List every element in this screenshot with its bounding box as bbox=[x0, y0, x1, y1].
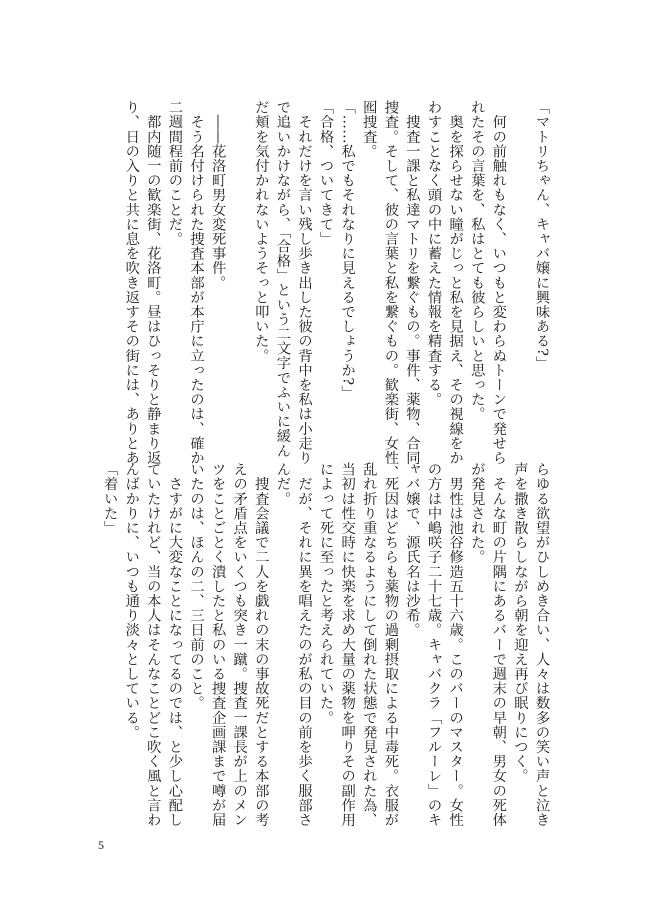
text-line: 「……私でもそれなりに見えるでしょうか?」 bbox=[339, 100, 356, 400]
text-line: の方は中嶋咲子二十七歳。キャバクラ「フルーレ」のキ bbox=[426, 462, 443, 827]
text-line: 乱れ折り重なるようにして倒れた状態で発見された為、 bbox=[361, 462, 378, 827]
text-line: ツをことごとく潰したと私のいる捜査企画課まで噂が届 bbox=[210, 462, 227, 827]
text-line: 二週間程前のことだ。 bbox=[166, 100, 183, 246]
text-line: そんな町の片隅にあるバーで週末の早朝、男女の死体 bbox=[490, 462, 507, 827]
text-line: いたのは、ほんの二、三日前のこと。 bbox=[188, 462, 205, 711]
text-line bbox=[228, 100, 250, 432]
text-line: 男性は池谷修造五十六歳。このバーのマスター。女性 bbox=[447, 462, 464, 827]
text-line: ャバ嬢で、源氏名は沙希。 bbox=[404, 462, 421, 638]
text-line: 「着いた」 bbox=[102, 462, 119, 535]
lower-text-block bbox=[102, 462, 552, 827]
text-line: 何の前触れもなく、いつもと変わらぬトーンで発せら bbox=[490, 100, 507, 465]
text-line: ――花洛町男女変死事件。 bbox=[210, 100, 227, 290]
text-line: らゆる欲望がひしめき合い、人々は数多の笑い声と泣き bbox=[534, 462, 550, 827]
text-line: 死因はどちらも薬物の過剰摂取による中毒死。衣服が bbox=[382, 462, 399, 827]
text-line: そう名付けられた捜査本部が本庁に立ったのは、確か bbox=[188, 100, 205, 465]
text-line: えの矛盾点をいくつも突き一蹴。捜査一課長が上のメン bbox=[231, 462, 248, 827]
text-line: 声を撒き散らしながら朝を迎え再び眠りにつく。 bbox=[512, 462, 529, 784]
text-line: 「合格、ついてきて」 bbox=[318, 100, 335, 246]
text-line: り、日の入りと共に息を吹き返すその街には、ありとあ bbox=[123, 100, 140, 465]
text-line: わすことなく頭の中に蓄えた情報を精査する。 bbox=[426, 100, 443, 407]
text-line: れたその言葉を、私はとても彼らしいと思った。 bbox=[469, 100, 486, 422]
text-line: 囮捜査。 bbox=[361, 100, 378, 159]
text-line: んだ。 bbox=[274, 462, 291, 506]
text-line: 都内随一の歓楽街、花洛町。昼はひっそりと静まり返 bbox=[145, 100, 162, 465]
text-line: によって死に至ったと考えられていた。 bbox=[318, 462, 335, 725]
text-line: だ頬を気付かれないようそっと叩いた。 bbox=[253, 100, 270, 363]
text-line: 奥を探らせない瞳がじっと私を見据え、その視線をか bbox=[447, 100, 464, 465]
page-number: 5 bbox=[98, 838, 104, 852]
text-line: んばかりに、いつも通り淡々としている。 bbox=[123, 462, 140, 740]
text-line: ていたけれど、当の本人はそんなことどこ吹く風と言わ bbox=[145, 462, 162, 827]
text-line: 捜査一課と私達マトリを繋ぐもの。事件、薬物、合同 bbox=[404, 100, 421, 465]
text-line: 当初は性交時に快楽を求め大量の薬物を呷りその副作用 bbox=[339, 462, 356, 827]
text-line: 捜査。そして、彼の言葉と私を繋ぐもの。歓楽街、女性、 bbox=[382, 100, 399, 480]
text-line bbox=[509, 100, 531, 432]
text-line: さすがに大変なことになってるのでは、と少し心配し bbox=[166, 462, 183, 827]
upper-text-block bbox=[123, 100, 552, 480]
text-line: 捜査会議で二人を戯れの末の事故死だとする本部の考 bbox=[253, 462, 270, 827]
text-line: だが、それに異を唱えたのが私の目の前を歩く服部さ bbox=[296, 462, 313, 827]
text-line: が発見された。 bbox=[469, 462, 486, 565]
text-line: で追いかけながら、「合格」という二文字でふいに緩ん bbox=[274, 100, 291, 458]
text-line: それだけを言い残し歩き出した彼の背中を私は小走り bbox=[296, 100, 313, 465]
text-line: 「マトリちゃん、キャバ嬢に興味ある?」 bbox=[534, 100, 550, 371]
